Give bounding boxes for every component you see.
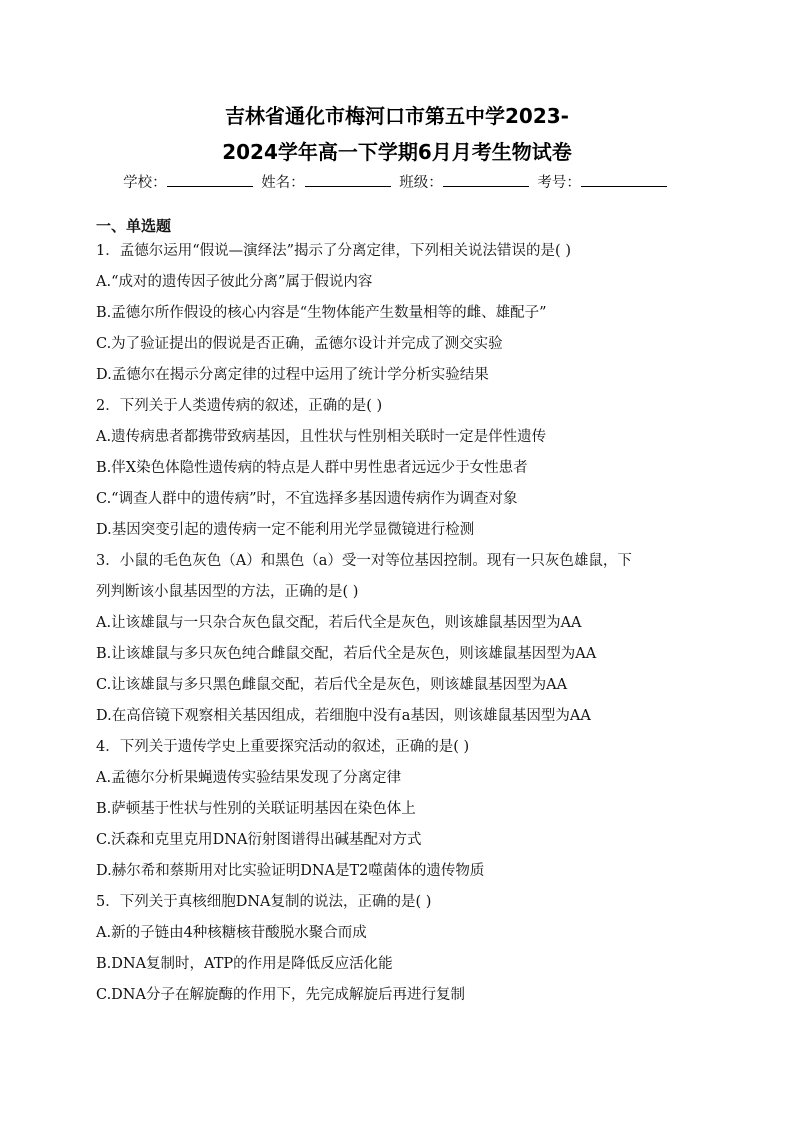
question-2: [96, 395, 706, 550]
option-b: B.萨顿基于性状与性别的关联证明基因在染色体上: [96, 801, 416, 817]
question-stem: 4．下列关于遗传学史上重要探究活动的叙述，正确的是( ): [96, 739, 470, 755]
option-a: A.“成对的遗传因子彼此分离”属于假说内容: [96, 274, 373, 290]
option-d: D.赫尔希和蔡斯用对比实验证明DNA是T2噬菌体的遗传物质: [96, 863, 485, 879]
option-c: C.DNA分子在解旋酶的作用下，先完成解旋后再进行复制: [96, 987, 465, 1003]
option-c: C.为了验证提出的假说是否正确，孟德尔设计并完成了测交实验: [96, 336, 503, 352]
option-b: B.孟德尔所作假设的核心内容是“生物体能产生数量相等的雌、雄配子”: [96, 305, 547, 321]
question-5: [96, 891, 706, 1015]
exam-number-blank: [581, 174, 667, 187]
question-stem-continued: 列判断该小鼠基因型的方法，正确的是( ): [96, 584, 359, 600]
exam-title-line-1: 吉林省通化市梅河口市第五中学2023-: [225, 104, 569, 128]
question-stem: 2．下列关于人类遗传病的叙述，正确的是( ): [96, 398, 383, 414]
option-b: B.DNA复制时，ATP的作用是降低反应活化能: [96, 956, 393, 972]
question-stem: 3．小鼠的毛色灰色（A）和黑色（a）受一对等位基因控制。现有一只灰色雄鼠，下: [96, 553, 632, 569]
option-a: A.遗传病患者都携带致病基因，且性状与性别相关联时一定是伴性遗传: [96, 429, 547, 445]
option-b: B.伴X染色体隐性遗传病的特点是人群中男性患者远远少于女性患者: [96, 460, 528, 476]
option-c: C.让该雄鼠与多只黑色雌鼠交配，若后代全是灰色，则该雄鼠基因型为AA: [96, 677, 568, 693]
question-stem: 5．下列关于真核细胞DNA复制的说法，正确的是( ): [96, 894, 432, 910]
questions-list: [96, 240, 706, 1015]
section-heading: 一、单选题: [96, 217, 172, 235]
question-1: [96, 240, 706, 395]
option-b: B.让该雄鼠与多只灰色纯合雌鼠交配，若后代全是灰色，则该雄鼠基因型为AA: [96, 646, 597, 662]
school-blank: [167, 174, 253, 187]
option-c: C.沃森和克里克用DNA衍射图谱得出碱基配对方式: [96, 832, 422, 848]
option-a: A.让该雄鼠与一只杂合灰色鼠交配，若后代全是灰色，则该雄鼠基因型为AA: [96, 615, 582, 631]
question-stem: 1．孟德尔运用“假说—演绎法”揭示了分离定律，下列相关说法错误的是( ): [96, 243, 571, 259]
name-label: 姓名：: [261, 175, 305, 191]
student-info-row: [0, 171, 794, 192]
name-blank: [305, 174, 391, 187]
option-d: D.在高倍镜下观察相关基因组成，若细胞中没有a基因，则该雄鼠基因型为AA: [96, 708, 591, 724]
class-label: 班级：: [399, 175, 443, 191]
exam-title-line-2: 2024学年高一下学期6月月考生物试卷: [222, 140, 572, 164]
exam-number-label: 考号：: [537, 175, 581, 191]
option-c: C.“调查人群中的遗传病”时，不宜选择多基因遗传病作为调查对象: [96, 491, 518, 507]
question-3: [96, 550, 706, 736]
option-a: A.孟德尔分析果蝇遗传实验结果发现了分离定律: [96, 770, 402, 786]
option-d: D.孟德尔在揭示分离定律的过程中运用了统计学分析实验结果: [96, 367, 489, 383]
question-4: [96, 736, 706, 891]
class-blank: [443, 174, 529, 187]
option-a: A.新的子链由4种核糖核苷酸脱水聚合而成: [96, 925, 367, 941]
school-label: 学校：: [123, 175, 167, 191]
option-d: D.基因突变引起的遗传病一定不能利用光学显微镜进行检测: [96, 522, 475, 538]
